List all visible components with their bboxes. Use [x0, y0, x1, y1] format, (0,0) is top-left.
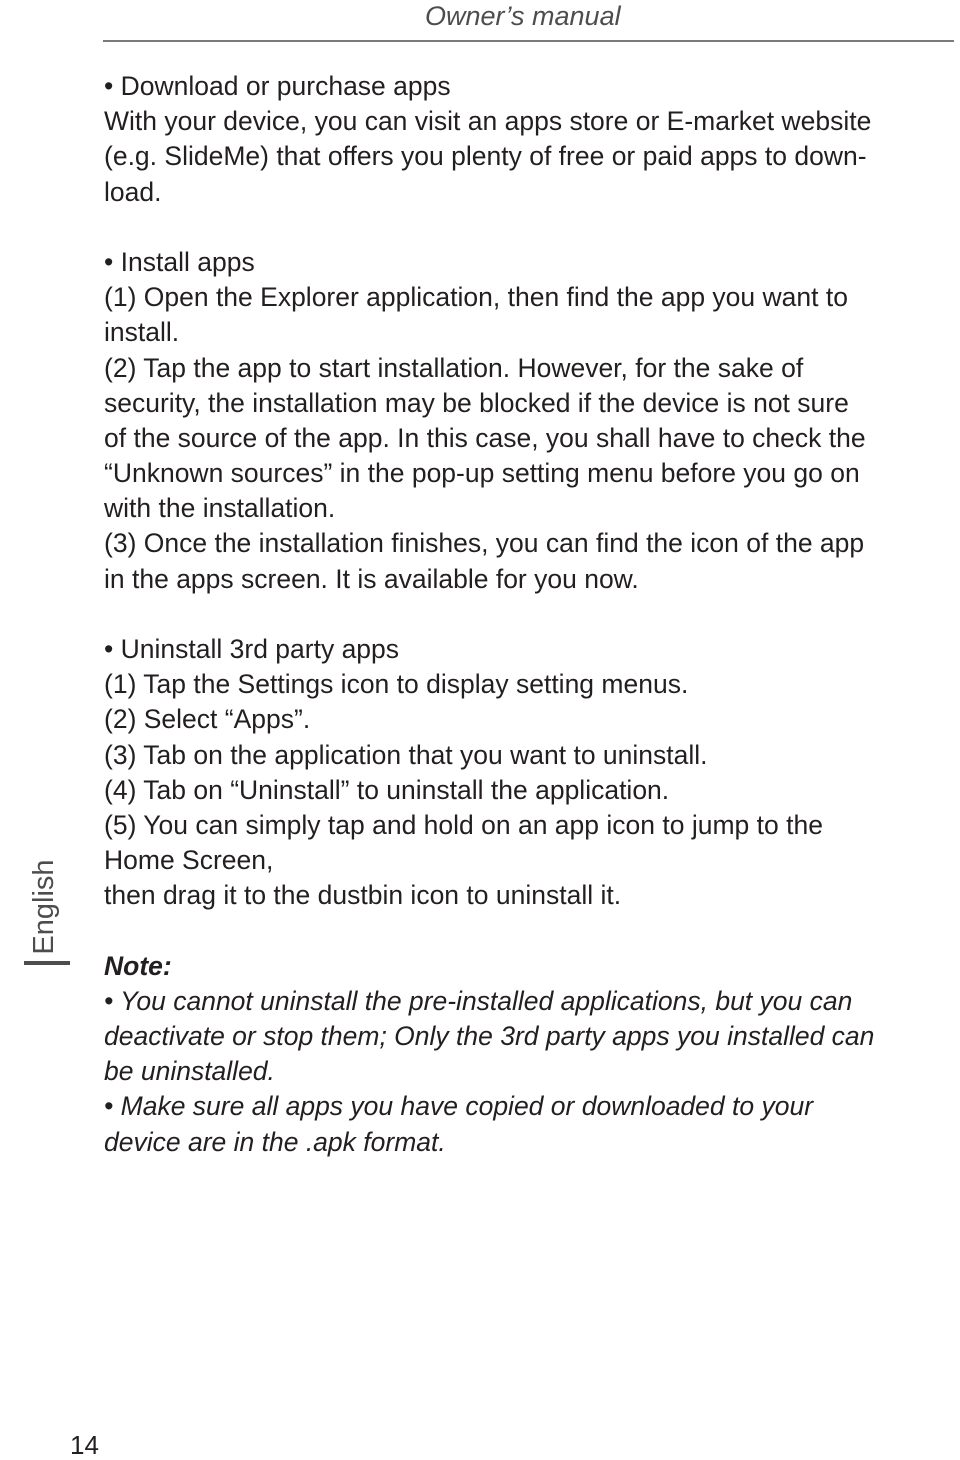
note-text-line: device are in the .apk format.	[104, 1126, 446, 1157]
page-number: 14	[70, 1430, 99, 1460]
install-text-line: install.	[104, 317, 180, 348]
section-spacer	[104, 210, 956, 245]
page-header-title: Owner’s manual	[425, 1, 621, 31]
note-heading: Note:	[104, 950, 172, 981]
uninstall-text-line: (3) Tab on the application that you want to uninstall.	[104, 739, 708, 770]
download-text-line: (e.g. SlideMe) that offers you plenty of free or paid apps to down-	[104, 141, 867, 172]
section-spacer	[104, 597, 956, 632]
install-text-line: (3) Once the installation finishes, you can find the icon of the app	[104, 528, 865, 559]
uninstall-text-line: (4) Tab on “Uninstall” to uninstall the application.	[104, 774, 670, 805]
note-text-line: deactivate or stop them; Only the 3rd party apps you installed can	[104, 1021, 875, 1052]
install-text-line: (1) Open the Explorer application, then find the app you want to	[104, 282, 848, 313]
note-text-line: be uninstalled.	[104, 1056, 275, 1087]
note-text-line: • Make sure all apps you have copied or downloaded to your	[104, 1091, 814, 1122]
download-text-line: load.	[104, 176, 162, 207]
note-text-line: • You cannot uninstall the pre-installed applications, but you can	[104, 985, 853, 1016]
note-section	[104, 949, 956, 1160]
section-spacer	[104, 914, 956, 949]
uninstall-section	[104, 632, 956, 914]
install-section	[104, 245, 956, 597]
uninstall-text-line: (5) You can simply tap and hold on an app icon to jump to the	[104, 809, 823, 840]
language-tab-marker	[24, 961, 70, 965]
install-text-line: in the apps screen. It is available for you now.	[104, 563, 639, 594]
uninstall-text-line: then drag it to the dustbin icon to uninstall it.	[104, 880, 622, 911]
download-section	[104, 69, 956, 210]
uninstall-text-line: (2) Select “Apps”.	[104, 704, 311, 735]
language-tab-label: English	[28, 859, 60, 955]
install-text-line: of the source of the app. In this case, you shall have to check the	[104, 422, 866, 453]
install-text-line: “Unknown sources” in the pop-up setting menu before you go on	[104, 458, 860, 489]
install-heading: • Install apps	[104, 246, 255, 277]
uninstall-text-line: (1) Tap the Settings icon to display setting menus.	[104, 669, 689, 700]
uninstall-heading: • Uninstall 3rd party apps	[104, 634, 400, 664]
uninstall-text-line: Home Screen,	[104, 845, 274, 876]
install-text-line: (2) Tap the app to start installation. However, for the sake of	[104, 352, 804, 383]
download-heading: • Download or purchase apps	[104, 71, 451, 101]
download-text-line: With your device, you can visit an apps store or E-market website	[104, 106, 872, 137]
install-text-line: with the installation.	[104, 493, 336, 524]
install-text-line: security, the installation may be blocked if the device is not sure	[104, 387, 849, 418]
header-divider	[103, 40, 954, 42]
manual-body	[104, 69, 956, 1160]
